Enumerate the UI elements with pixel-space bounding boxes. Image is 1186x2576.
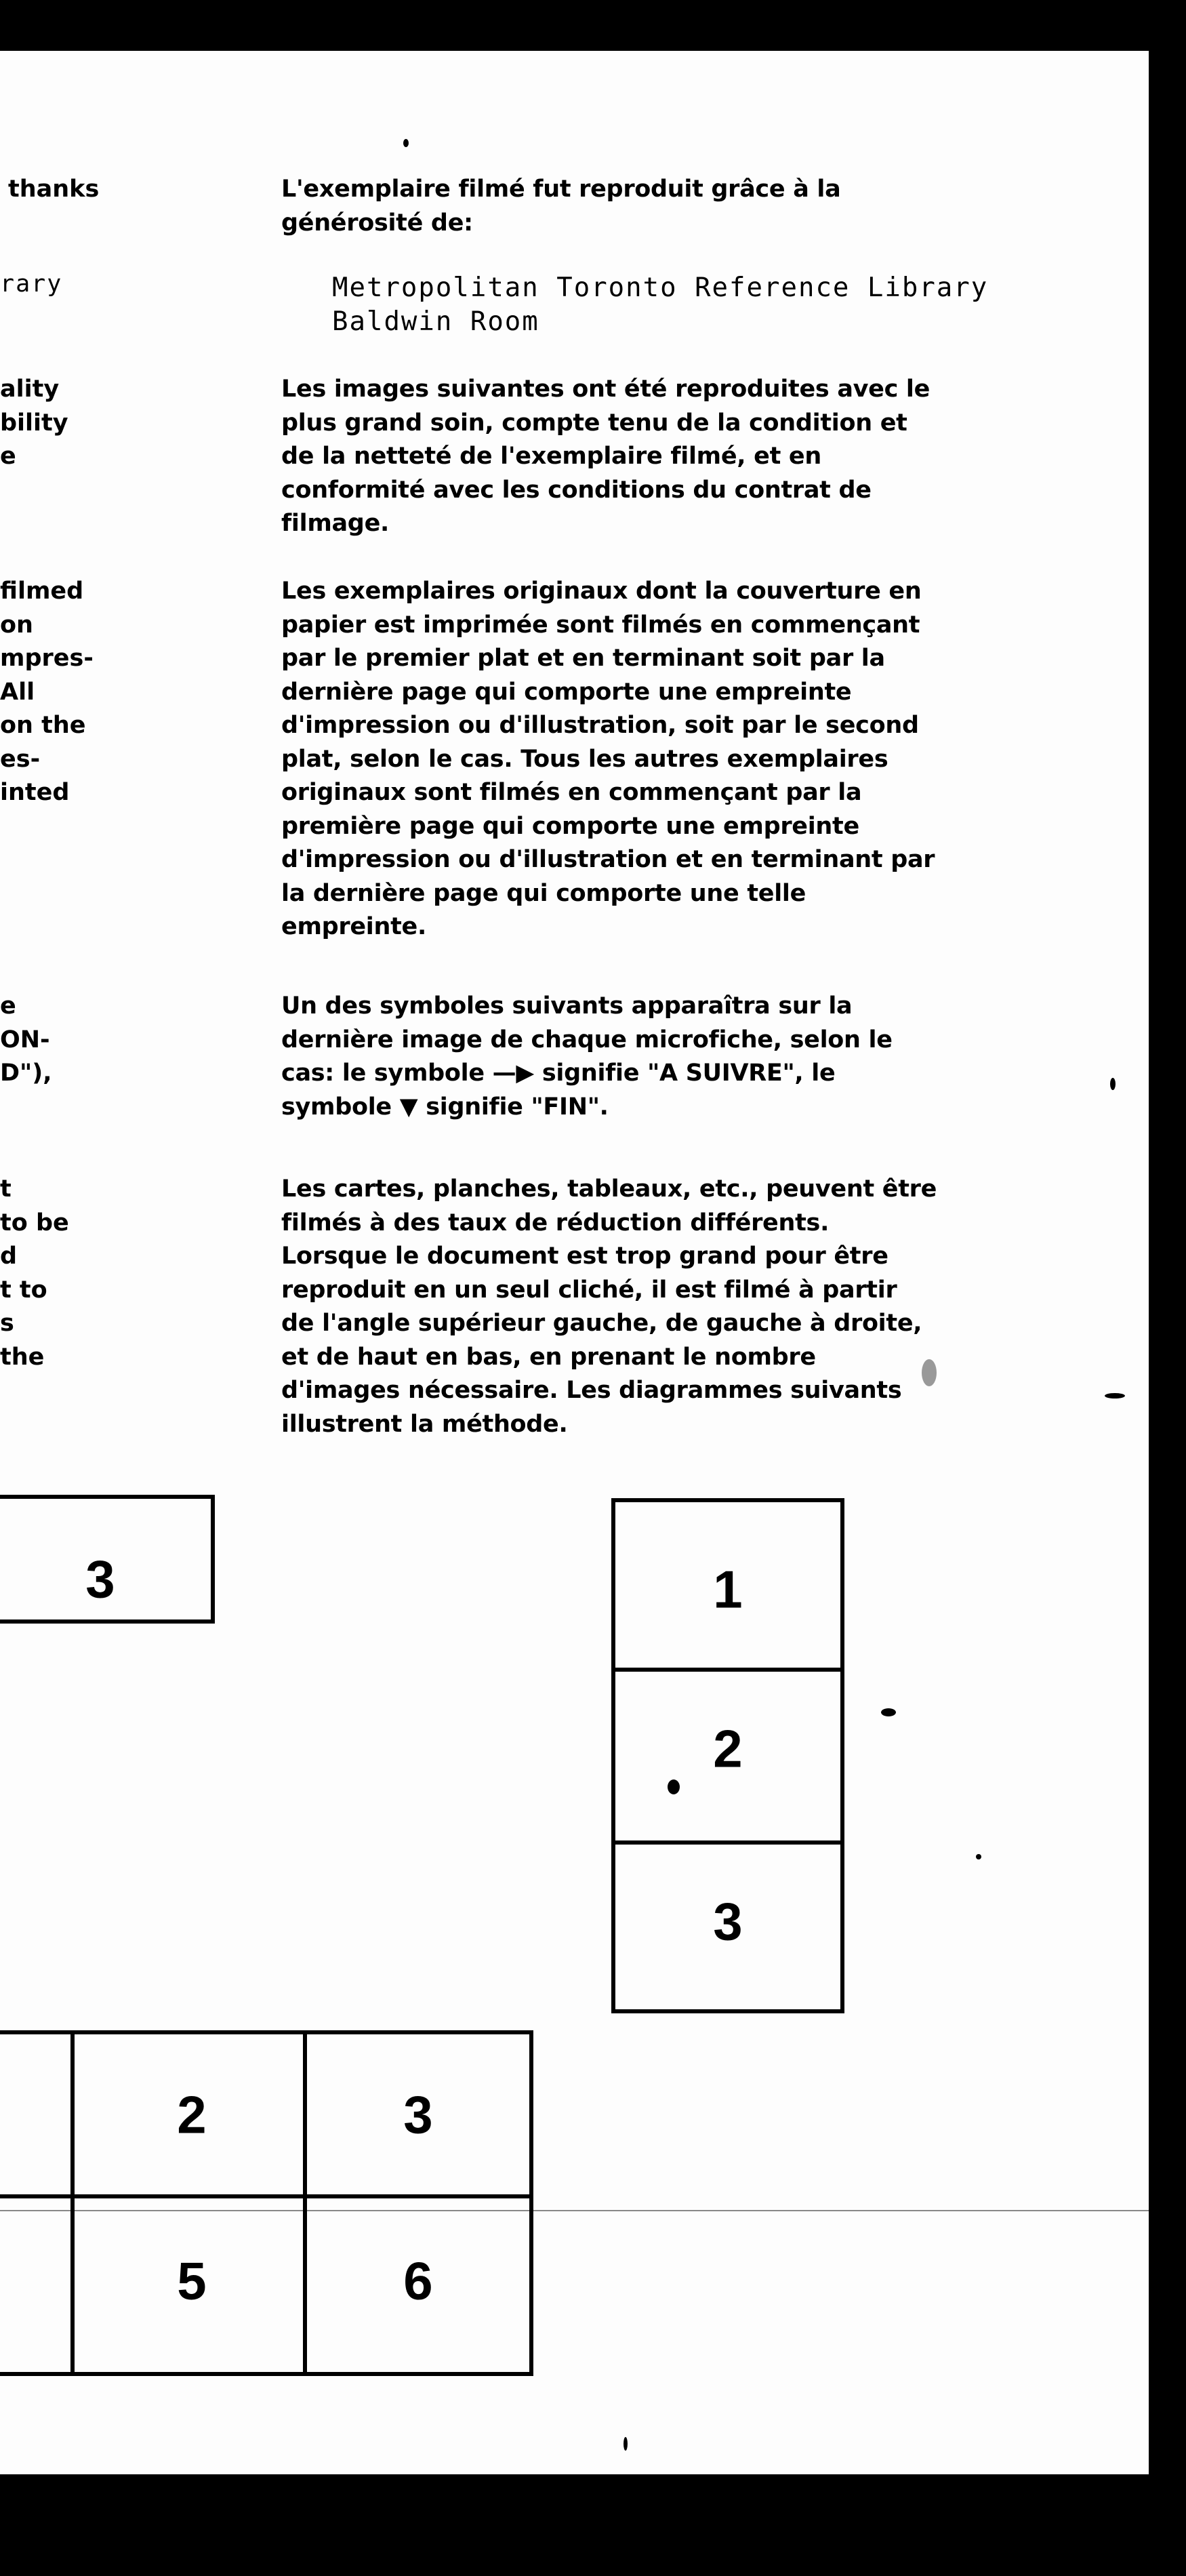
left-line: on the <box>0 712 86 739</box>
dust-speck <box>881 1708 896 1716</box>
text-line: de l'angle supérieur gauche, de gauche à droite, <box>281 1310 922 1337</box>
column-number-2: 2 <box>713 1718 743 1779</box>
library-name <box>332 271 1105 339</box>
left-line: the <box>0 1343 45 1371</box>
text-line: dernière image de chaque microfiche, selon le <box>281 1026 893 1053</box>
row-diagram-number: 3 <box>85 1549 115 1609</box>
text-line: générosité de: <box>281 209 473 237</box>
microfiche-page <box>0 51 1149 2474</box>
grid-number-5: 5 <box>177 2251 207 2311</box>
column-divider <box>611 1668 844 1672</box>
dust-speck <box>1105 1393 1125 1398</box>
text-line: par le premier plat et en terminant soit par la <box>281 645 885 672</box>
left-line: es- <box>0 745 41 773</box>
text-line: filmés à des taux de réduction différents. <box>281 1209 830 1236</box>
originals-paragraph <box>281 575 1054 944</box>
left-line: d <box>0 1243 18 1270</box>
left-line: D"), <box>0 1060 52 1087</box>
text-line: la dernière page qui comporte une telle <box>281 879 806 907</box>
left-line: bility <box>0 409 68 437</box>
left-line: filmed <box>0 578 84 605</box>
quality-paragraph <box>281 373 1054 541</box>
left-line: t to <box>0 1276 47 1304</box>
text-line: d'impression ou d'illustration et en terminant par <box>281 846 935 873</box>
left-line: on <box>0 611 33 639</box>
left-line: rary <box>0 270 63 298</box>
grid-number-3: 3 <box>403 2085 433 2145</box>
left-fragment-5 <box>0 990 52 1091</box>
text-line: de la netteté de l'exemplaire filmé, et en <box>281 443 821 470</box>
left-line: e <box>0 443 16 470</box>
symbols-paragraph <box>281 990 1054 1124</box>
text-line: empreinte. <box>281 913 426 940</box>
column-number-1: 1 <box>713 1559 743 1619</box>
column-number-3: 3 <box>713 1891 743 1952</box>
left-fragment-6 <box>0 1173 69 1374</box>
left-line: s <box>0 1310 14 1337</box>
text-line: Lorsque le document est trop grand pour être <box>281 1243 888 1270</box>
text-line: première page qui comporte une empreinte <box>281 812 859 840</box>
maps-paragraph <box>281 1173 1054 1441</box>
text-line: et de haut en bas, en prenant le nombre <box>281 1343 816 1371</box>
dust-speck <box>403 139 409 147</box>
text-line: Les cartes, planches, tableaux, etc., peuvent être <box>281 1175 937 1203</box>
text-line: cas: le symbole —▶ signifie "A SUIVRE", le <box>281 1060 836 1087</box>
text-line: conformité avec les conditions du contrat de <box>281 476 872 504</box>
left-fragment-4 <box>0 575 94 810</box>
left-line: to be <box>0 1209 69 1236</box>
dust-speck <box>668 1779 680 1794</box>
text-line: Les images suivantes ont été reproduites avec le <box>281 376 931 403</box>
text-line: Un des symboles suivants apparaîtra sur la <box>281 992 853 1020</box>
left-line: t <box>0 1175 12 1203</box>
left-line: thanks <box>8 176 100 203</box>
grid-diagram <box>0 2030 533 2376</box>
grid-col-divider <box>303 2030 307 2376</box>
left-fragment-2 <box>0 268 62 302</box>
left-line: mpres- <box>0 645 94 672</box>
text-line: papier est imprimée sont filmés en commençant <box>281 611 920 639</box>
text-line: plat, selon le cas. Tous les autres exemplaires <box>281 745 888 773</box>
grid-col-divider <box>70 2030 75 2376</box>
text-line: L'exemplaire filmé fut reproduit grâce à la <box>281 176 841 203</box>
left-fragment-3 <box>0 373 68 474</box>
column-divider <box>611 1840 844 1845</box>
dust-speck <box>1110 1078 1116 1090</box>
grid-row-divider <box>0 2194 533 2198</box>
text-line: symbole ▼ signifie "FIN". <box>281 1093 609 1121</box>
text-line: originaux sont filmés en commençant par la <box>281 779 862 806</box>
text-line: illustrent la méthode. <box>281 1410 568 1438</box>
text-line: filmage. <box>281 510 389 537</box>
text-line: d'images nécessaire. Les diagrammes suivants <box>281 1377 902 1404</box>
text-line: plus grand soin, compte tenu de la condition et <box>281 409 907 437</box>
grid-number-2: 2 <box>177 2085 207 2145</box>
text-line: Les exemplaires originaux dont la couverture en <box>281 578 922 605</box>
text-line: reproduit en un seul cliché, il est filmé à partir <box>281 1276 897 1304</box>
left-line: ON- <box>0 1026 50 1053</box>
grid-number-6: 6 <box>403 2251 433 2311</box>
text-line: dernière page qui comporte une empreinte <box>281 678 852 706</box>
left-fragment-1 <box>8 173 99 207</box>
dust-speck <box>976 1854 981 1859</box>
left-line: All <box>0 678 35 706</box>
left-line: inted <box>0 779 70 806</box>
acknowledgement-paragraph <box>281 173 1054 240</box>
text-line: Metropolitan Toronto Reference Library <box>332 273 989 303</box>
text-line: d'impression ou d'illustration, soit par le second <box>281 712 919 739</box>
left-line: ality <box>0 376 60 403</box>
dust-speck <box>922 1359 937 1386</box>
dust-speck <box>623 2437 628 2451</box>
left-line: e <box>0 992 16 1020</box>
text-line: Baldwin Room <box>332 306 539 337</box>
